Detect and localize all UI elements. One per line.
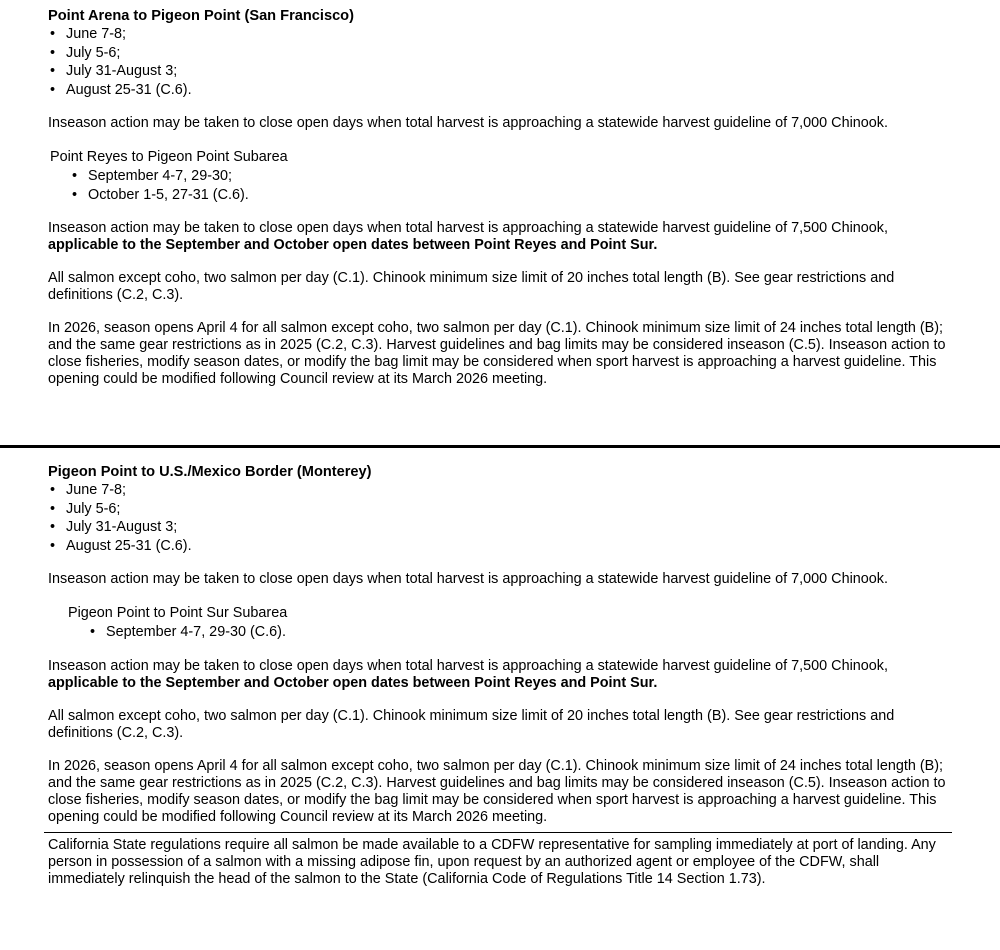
- inseason-7500-bold-text: applicable to the September and October open dates between Point Reyes and Point Sur.: [48, 674, 658, 691]
- subarea-point-reyes: [50, 148, 952, 204]
- subarea-dates-list: [70, 167, 952, 204]
- list-item: • August 25-31 (C.6).: [48, 537, 952, 556]
- inseason-7500-paragraph: [48, 658, 952, 692]
- inseason-7500-text: Inseason action may be taken to close open days when total harvest is approaching a statewide harvest guideline of 7,500 Chinook,: [48, 220, 888, 236]
- inseason-7500-bold-text: applicable to the September and October open dates between Point Reyes and Point Sur.: [48, 237, 658, 253]
- list-item: • October 1-5, 27-31 (C.6).: [70, 186, 952, 205]
- section-monterey: [0, 448, 1000, 826]
- season-2026-paragraph: In 2026, season opens April 4 for all salmon except coho, two salmon per day (C.1). Chinook minimum size limit of 24 inches total length (B); and the same gear restrictions as in 2025 (C.2, C.3). Harvest guidelines and bag limits may be considered inseason (C.5). Inseason action to close fisheries, modify season dates, or modify the bag limit may be considered when sport harvest is approaching a harvest guideline. This opening could be modified following Council review at its March 2026 meeting.: [48, 320, 946, 387]
- footer-note: [0, 833, 1000, 888]
- list-item: • June 7-8;: [48, 481, 952, 500]
- list-item: • September 4-7, 29-30;: [70, 167, 952, 186]
- inseason-7000-paragraph: Inseason action may be taken to close open days when total harvest is approaching a statewide harvest guideline of 7,000 Chinook.: [48, 115, 888, 131]
- footer-text: California State regulations require all salmon be made available to a CDFW representative for sampling immediately at port of landing. Any person in possession of a salmon with a missing adipose fin, upon request by an authorized agent or employee of the CDFW, shall immediately relinquish the head of the salmon to the State (California Code of Regulations Title 14 Section 1.73).: [48, 836, 936, 887]
- inseason-7500-text: Inseason action may be taken to close open days when total harvest is approaching a statewide harvest guideline of 7,500 Chinook,: [48, 657, 888, 674]
- open-dates-list: [48, 481, 952, 555]
- section-san-francisco: [0, 0, 1000, 445]
- season-2026-paragraph: In 2026, season opens April 4 for all salmon except coho, two salmon per day (C.1). Chinook minimum size limit of 24 inches total length (B); and the same gear restrictions as in 2025 (C.2, C.3). Harvest guidelines and bag limits may be considered inseason (C.5). Inseason action to close fisheries, modify season dates, or modify the bag limit may be considered when sport harvest is approaching a harvest guideline. This opening could be modified following Council review at its March 2026 meeting.: [48, 757, 946, 825]
- bag-limits-paragraph: All salmon except coho, two salmon per day (C.1). Chinook minimum size limit of 20 inches total length (B). See gear restrictions and definitions (C.2, C.3).: [48, 707, 895, 741]
- section-title: Pigeon Point to U.S./Mexico Border (Monterey): [48, 464, 372, 480]
- list-item: • September 4-7, 29-30 (C.6).: [88, 623, 952, 642]
- subarea-point-sur: [68, 604, 952, 642]
- inseason-7000-paragraph: Inseason action may be taken to close open days when total harvest is approaching a statewide harvest guideline of 7,000 Chinook.: [48, 571, 888, 587]
- list-item: • July 5-6;: [48, 500, 952, 519]
- list-item: • July 31-August 3;: [48, 518, 952, 537]
- open-dates-list: [48, 25, 952, 99]
- section-title: Point Arena to Pigeon Point (San Francisco): [48, 8, 354, 24]
- list-item: • August 25-31 (C.6).: [48, 81, 952, 100]
- list-item: • July 31-August 3;: [48, 62, 952, 81]
- subarea-title: Point Reyes to Pigeon Point Subarea: [50, 149, 288, 165]
- list-item: • July 5-6;: [48, 44, 952, 63]
- inseason-7500-paragraph: [48, 220, 952, 254]
- subarea-title: Pigeon Point to Point Sur Subarea: [68, 605, 288, 621]
- list-item: • June 7-8;: [48, 25, 952, 44]
- bag-limits-paragraph: All salmon except coho, two salmon per day (C.1). Chinook minimum size limit of 20 inches total length (B). See gear restrictions and definitions (C.2, C.3).: [48, 270, 895, 303]
- subarea-dates-list: [88, 623, 952, 642]
